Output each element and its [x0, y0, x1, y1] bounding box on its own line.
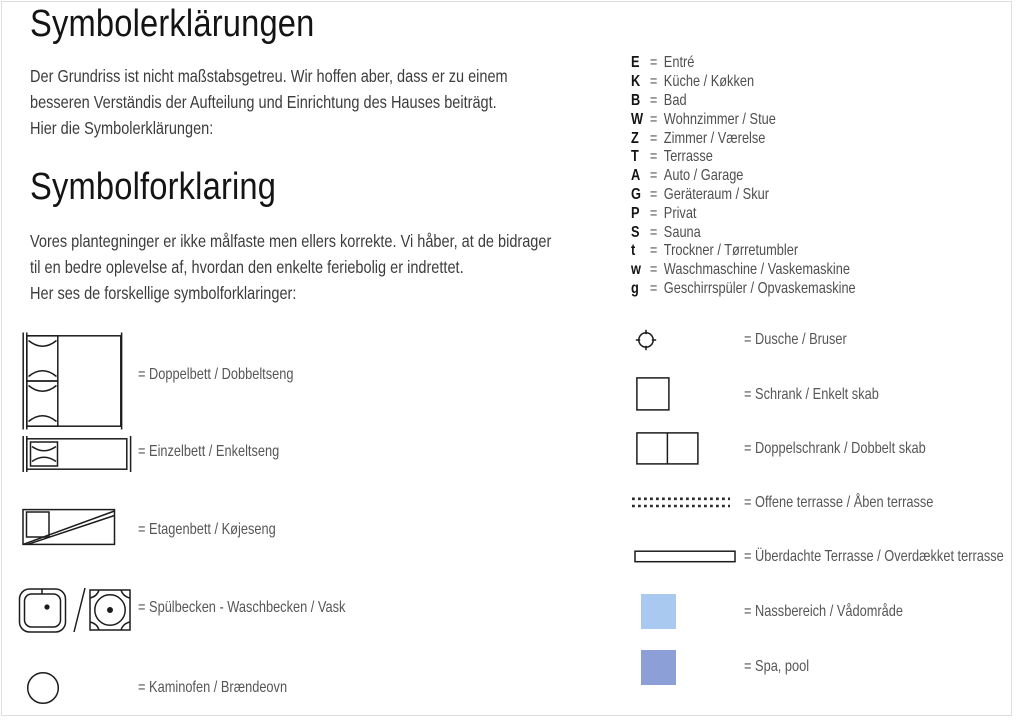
abbreviation-row: [631, 167, 856, 186]
equals-sign: =: [649, 242, 658, 260]
abbreviation-label: Auto / Garage: [663, 167, 744, 185]
double-bed-icon: [22, 332, 126, 430]
abbreviation-row: [631, 242, 856, 261]
abbreviation-label: Wohnzimmer / Stue: [663, 110, 776, 128]
equals-sign: =: [649, 167, 658, 185]
abbreviation-row: [631, 186, 856, 205]
open-terrace-icon: [631, 495, 731, 510]
abbreviation-label: Terrasse: [663, 148, 713, 166]
abbreviation-letter: t: [631, 242, 636, 260]
abbreviation-label: Geschirrspüler / Opvaskemaskine: [663, 279, 856, 297]
abbreviation-row: [631, 148, 856, 167]
equals-sign: =: [649, 73, 658, 91]
covered-terrace-icon: [634, 550, 736, 563]
danish-paragraph-line: Vores plantegninger er ikke målfaste men ellers korrekte. Vi håber, at de bidrager: [30, 231, 552, 251]
abbreviation-label: Entré: [663, 54, 695, 72]
equals-sign: =: [649, 110, 658, 128]
german-paragraph-line: Der Grundriss ist nicht maßstabsgetreu. Wir hoffen aber, dass er zu einem: [30, 66, 508, 86]
spa-pool-label: = Spa, pool: [744, 658, 810, 675]
abbreviation-letter: A: [631, 167, 641, 185]
shower-label: = Dusche / Bruser: [744, 331, 847, 348]
abbreviation-label: Bad: [663, 91, 687, 109]
spa-pool-icon: [641, 650, 676, 685]
wood-stove-label: = Kaminofen / Brændeovn: [138, 679, 288, 696]
german-title: Symbolerklärungen: [30, 3, 315, 45]
double-closet-icon: [636, 432, 699, 465]
abbreviation-letter: T: [631, 148, 639, 166]
equals-sign: =: [649, 129, 658, 147]
wood-stove-icon: [26, 671, 60, 705]
sink-washbasin-label: = Spülbecken - Waschbecken / Vask: [138, 599, 346, 616]
equals-sign: =: [649, 148, 658, 166]
single-bed-label: = Einzelbett / Enkeltseng: [138, 443, 280, 460]
abbreviation-label: Sauna: [663, 223, 701, 241]
abbreviation-list: [631, 54, 856, 298]
sink-washbasin-icon: [18, 582, 132, 638]
wet-area-label: = Nassbereich / Vådområde: [744, 603, 904, 620]
abbreviation-label: Zimmer / Værelse: [663, 129, 766, 147]
equals-sign: =: [649, 261, 658, 279]
bunk-bed-icon: [22, 508, 116, 546]
abbreviation-label: Küche / Køkken: [663, 73, 755, 91]
covered-terrace-label: = Überdachte Terrasse / Overdækket terrasse: [744, 548, 1004, 565]
abbreviation-row: [631, 54, 856, 73]
abbreviation-row: [631, 204, 856, 223]
bunk-bed-label: = Etagenbett / Køjeseng: [138, 521, 276, 538]
equals-sign: =: [649, 54, 658, 72]
danish-paragraph-line: Her ses de forskellige symbolforklaringer:: [30, 282, 297, 303]
abbreviation-letter: g: [631, 279, 639, 297]
abbreviation-row: [631, 129, 856, 148]
abbreviation-label: Waschmaschine / Vaskemaskine: [663, 261, 850, 279]
danish-paragraph: [30, 229, 551, 306]
abbreviation-letter: W: [631, 110, 644, 128]
single-closet-label: = Schrank / Enkelt skab: [744, 386, 879, 403]
wet-area-icon: [641, 594, 676, 629]
german-paragraph-line: besseren Verständis der Aufteilung und Einrichtung des Hauses beiträgt.: [30, 91, 497, 112]
abbreviation-row: [631, 280, 856, 299]
abbreviation-letter: K: [631, 73, 641, 91]
danish-title: Symbolforklaring: [30, 166, 277, 208]
abbreviation-letter: E: [631, 54, 640, 72]
abbreviation-row: [631, 110, 856, 129]
equals-sign: =: [649, 204, 658, 222]
abbreviation-letter: Z: [631, 129, 639, 147]
abbreviation-label: Trockner / Tørretumbler: [663, 242, 799, 260]
german-paragraph-line: Hier die Symbolerklärungen:: [30, 117, 214, 138]
abbreviation-row: [631, 223, 856, 242]
abbreviation-letter: B: [631, 91, 641, 109]
abbreviation-row: [631, 92, 856, 111]
equals-sign: =: [649, 279, 658, 297]
abbreviation-letter: w: [631, 261, 641, 279]
danish-paragraph-line: til en bedre oplevelse af, hvordan den enkelte feriebolig er indrettet.: [30, 256, 464, 277]
equals-sign: =: [649, 223, 658, 241]
abbreviation-letter: G: [631, 185, 641, 203]
shower-icon: [634, 328, 658, 352]
equals-sign: =: [649, 91, 658, 109]
abbreviation-row: [631, 261, 856, 280]
abbreviation-label: Privat: [663, 204, 697, 222]
equals-sign: =: [649, 185, 658, 203]
abbreviation-label: Geräteraum / Skur: [663, 185, 769, 203]
double-bed-label: = Doppelbett / Dobbeltseng: [138, 366, 294, 383]
single-bed-icon: [22, 436, 132, 472]
german-paragraph: [30, 64, 508, 141]
abbreviation-letter: P: [631, 204, 640, 222]
abbreviation-letter: S: [631, 223, 640, 241]
open-terrace-label: = Offene terrasse / Åben terrasse: [744, 494, 934, 511]
double-closet-label: = Doppelschrank / Dobbelt skab: [744, 440, 926, 457]
abbreviation-row: [631, 73, 856, 92]
single-closet-icon: [636, 377, 670, 411]
